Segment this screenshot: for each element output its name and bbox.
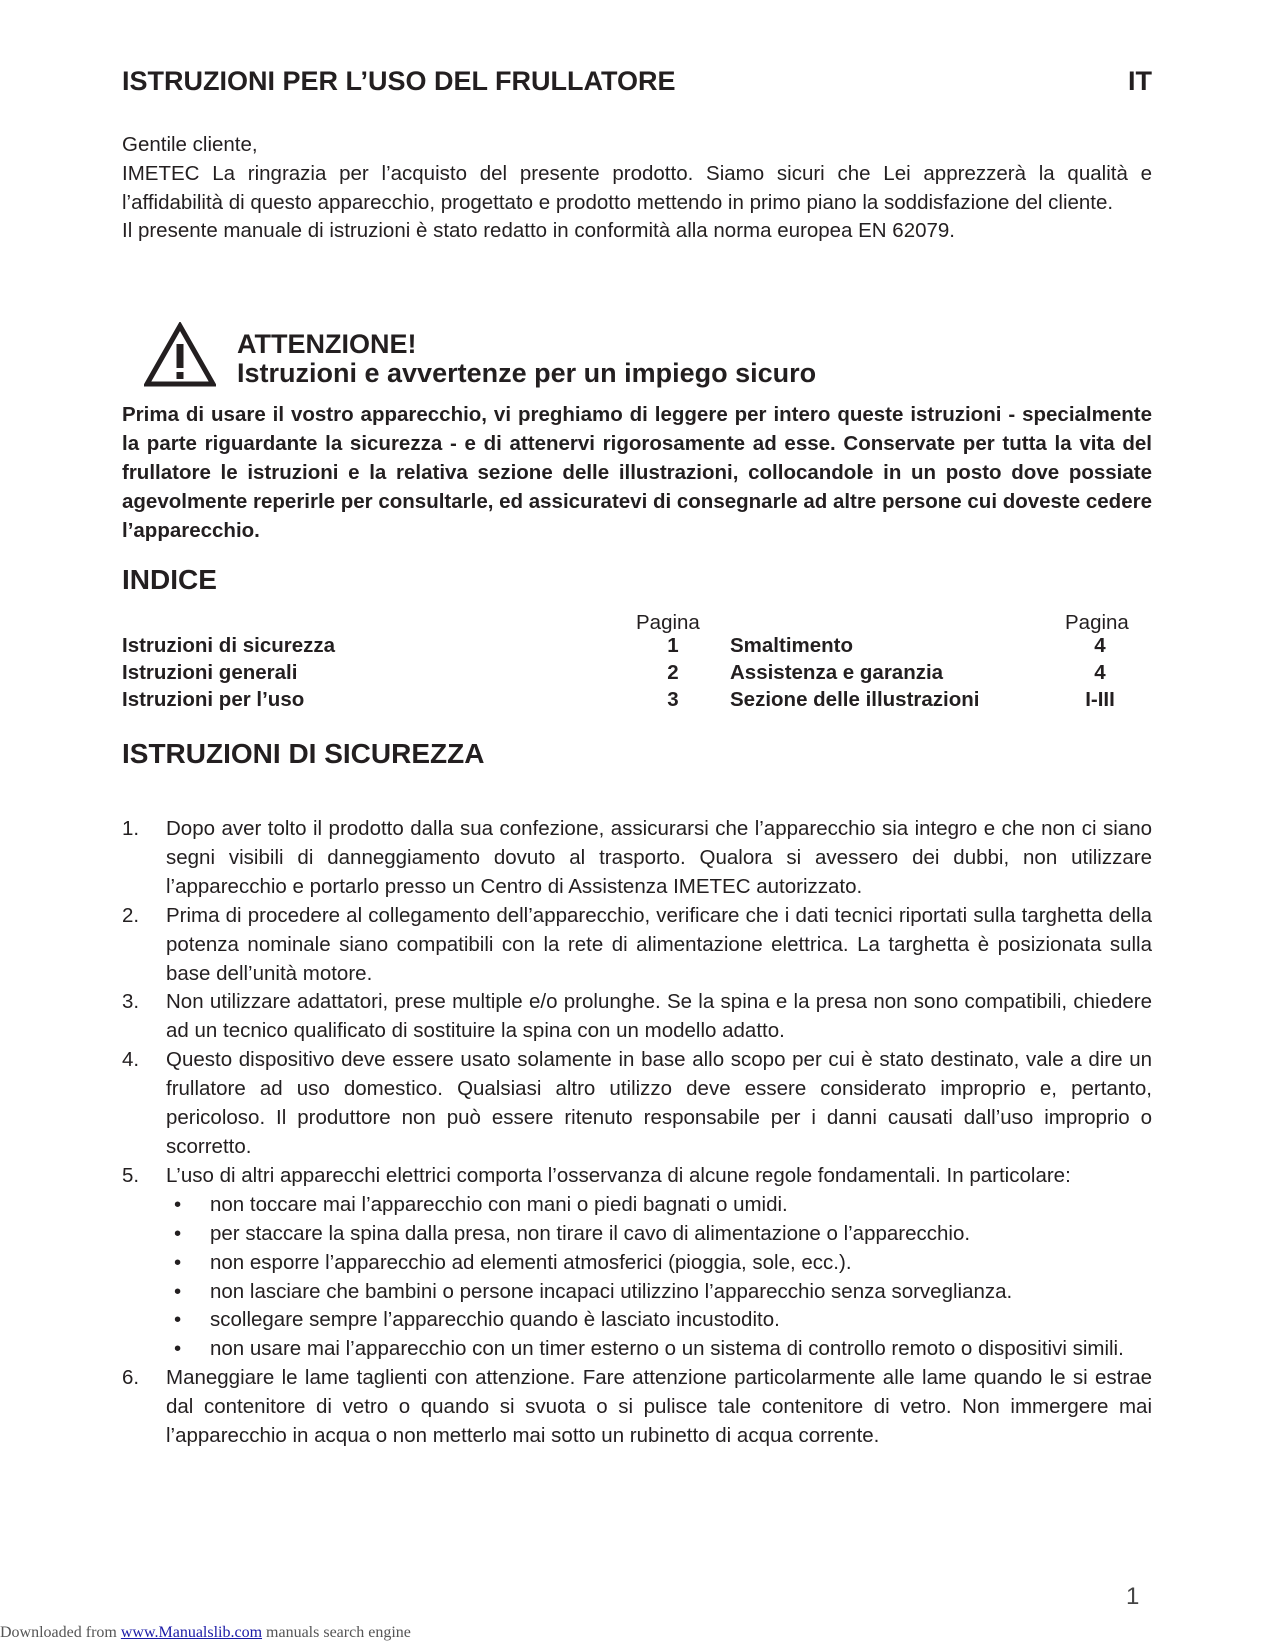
- safety-list: [122, 815, 1152, 1451]
- header: [122, 66, 1152, 97]
- bullet-icon: •: [174, 1279, 182, 1303]
- toc-entry-page: 2: [667, 661, 679, 684]
- bullet-text: non esporre l’apparecchio ad elementi atmosferici (pioggia, sole, ecc.).: [210, 1250, 852, 1274]
- bullet-text: scollegare sempre l’apparecchio quando è lasciato incustodito.: [210, 1308, 780, 1332]
- bullet-text: non usare mai l’apparecchio con un timer esterno o un sistema di controllo remoto o dispositivi simili.: [210, 1337, 1124, 1361]
- warning-subtitle: Istruzioni e avvertenze per un impiego sicuro: [237, 358, 817, 388]
- toc-entry-page: I-III: [1085, 688, 1115, 711]
- bullet-item: [122, 1249, 1152, 1278]
- safety-heading: ISTRUZIONI DI SICUREZZA: [122, 738, 485, 769]
- bullet-text: non toccare mai l’apparecchio con mani o piedi bagnati o umidi.: [210, 1192, 788, 1216]
- norm-statement: Il presente manuale di istruzioni è stato redatto in conformità alla norma europea EN 62079.: [122, 219, 956, 243]
- page-column-header-left: Pagina: [636, 611, 700, 634]
- bullet-item: [122, 1335, 1152, 1364]
- toc-entry-page: 3: [667, 688, 679, 711]
- toc-entry-label: Sezione delle illustrazioni: [730, 688, 980, 711]
- toc-entry-page: 4: [1094, 661, 1106, 684]
- manualslib-link[interactable]: www.Manualslib.com: [120, 1624, 263, 1641]
- bullet-text: per staccare la spina dalla presa, non tirare il cavo di alimentazione o l’apparecchio.: [210, 1221, 971, 1245]
- toc-entry-label: Istruzioni generali: [122, 661, 298, 684]
- item-lead-text: L’uso di altri apparecchi elettrici comporta l’osservanza di alcune regole fondamentali. In particolare:: [166, 1163, 1071, 1187]
- item-number: 6.: [122, 1366, 140, 1390]
- bullet-icon: •: [174, 1337, 182, 1361]
- bullet-icon: •: [174, 1192, 182, 1216]
- bullet-icon: •: [174, 1308, 182, 1332]
- list-item: [122, 988, 1152, 1046]
- item-number: 5.: [122, 1163, 140, 1187]
- warning-heading: [237, 330, 816, 388]
- bullet-item: [122, 1191, 1152, 1220]
- list-item: [122, 815, 1152, 902]
- intro: [122, 131, 1152, 246]
- intro-paragraph: IMETEC La ringrazia per l’acquisto del presente prodotto. Siamo sicuri che Lei apprezzerà la qualità e l’affidabilità di questo apparecchio, progettato e prodotto mettendo in primo piano la soddisfazione del cliente.: [122, 161, 1152, 214]
- item-text: Prima di procedere al collegamento dell’apparecchio, verificare che i dati tecnici riportati sulla targhetta della potenza nominale siano compatibili con la rete di alimentazione elettrica. La targhetta è posizionata sulla base dell’unità motore.: [166, 903, 1152, 985]
- greeting: Gentile cliente,: [122, 133, 258, 156]
- bullet-item: [122, 1306, 1152, 1335]
- index-heading: INDICE: [122, 564, 217, 595]
- page-column-header-right: Pagina: [1065, 611, 1129, 634]
- download-footer: [0, 1624, 411, 1642]
- toc-entry-label: Istruzioni di sicurezza: [122, 634, 336, 657]
- item-text: Questo dispositivo deve essere usato solamente in base allo scopo per cui è stato destinato, vale a dire un frullatore ad uso domestico. Qualsiasi altro utilizzo deve essere considerato improprio e, pertanto, pericoloso. Il produttore non può essere ritenuto responsabile per i danni causati dall’uso improprio o scorretto.: [166, 1048, 1152, 1158]
- bullet-item: [122, 1278, 1152, 1307]
- page-title: ISTRUZIONI PER L’USO DEL FRULLATORE: [122, 66, 676, 96]
- item-text: Maneggiare le lame taglienti con attenzione. Fare attenzione particolarmente alle lame quando le si estrae dal contenitore di vetro o quando si svuota o si pulisce tale contenitore di vetro. Non immergere mai l’apparecchio in acqua o non metterlo mai sotto un rubinetto di acqua corrente.: [166, 1366, 1152, 1448]
- list-item: [122, 902, 1152, 989]
- warning-title: ATTENZIONE!: [237, 329, 417, 359]
- list-item: [122, 1046, 1152, 1162]
- toc-entry-label: Smaltimento: [730, 634, 854, 657]
- item-number: 1.: [122, 817, 140, 840]
- item-number: 2.: [122, 903, 140, 927]
- bullet-item: [122, 1220, 1152, 1249]
- list-item: [122, 1364, 1152, 1451]
- item-number: 3.: [122, 990, 140, 1014]
- item-number: 4.: [122, 1048, 140, 1072]
- bullet-icon: •: [174, 1221, 182, 1245]
- bullet-text: non lasciare che bambini o persone incapaci utilizzino l’apparecchio senza sorveglianza.: [210, 1279, 1013, 1303]
- item-text: [166, 1162, 1152, 1191]
- bullet-icon: •: [174, 1250, 182, 1274]
- toc-entry-label: Assistenza e garanzia: [730, 661, 944, 684]
- footer-prefix: Downloaded from: [0, 1624, 121, 1641]
- warning-body: Prima di usare il vostro apparecchio, vi preghiamo di leggere per intero queste istruzioni - specialmente la parte riguardante la sicurezza - e di attenervi rigorosamente ad esse. Conservate per tutta la vita del frullatore le istruzioni e la relativa sezione delle illustrazioni, collocandole in un posto dove possiate agevolmente reperirle per consultarle, ed assicuratevi di consegnarle ad altre persone cui doveste cedere l’apparecchio.: [122, 403, 1152, 542]
- item-text: Non utilizzare adattatori, prese multiple e/o prolunghe. Se la spina e la presa non sono compatibili, chiedere ad un tecnico qualificato di sostituire la spina con un modello adatto.: [166, 990, 1152, 1043]
- toc-entry-page: 1: [667, 634, 679, 657]
- item-text: Dopo aver tolto il prodotto dalla sua confezione, assicurarsi che l’apparecchio sia integro e che non ci siano segni visibili di danneggiamento dovuto al trasporto. Qualora si avessero dei dubbi, non utilizzare l’apparecchio e portarlo presso un Centro di Assistenza IMETEC autorizzato.: [166, 817, 1152, 898]
- toc-entry-page: 4: [1094, 634, 1106, 657]
- list-item: [122, 1162, 1152, 1191]
- footer-suffix: manuals search engine: [262, 1624, 411, 1641]
- language-code: IT: [1128, 66, 1152, 96]
- warning-triangle-icon: [144, 322, 216, 388]
- page-number: 1: [1126, 1583, 1140, 1610]
- toc-entry-label: Istruzioni per l’uso: [122, 688, 305, 711]
